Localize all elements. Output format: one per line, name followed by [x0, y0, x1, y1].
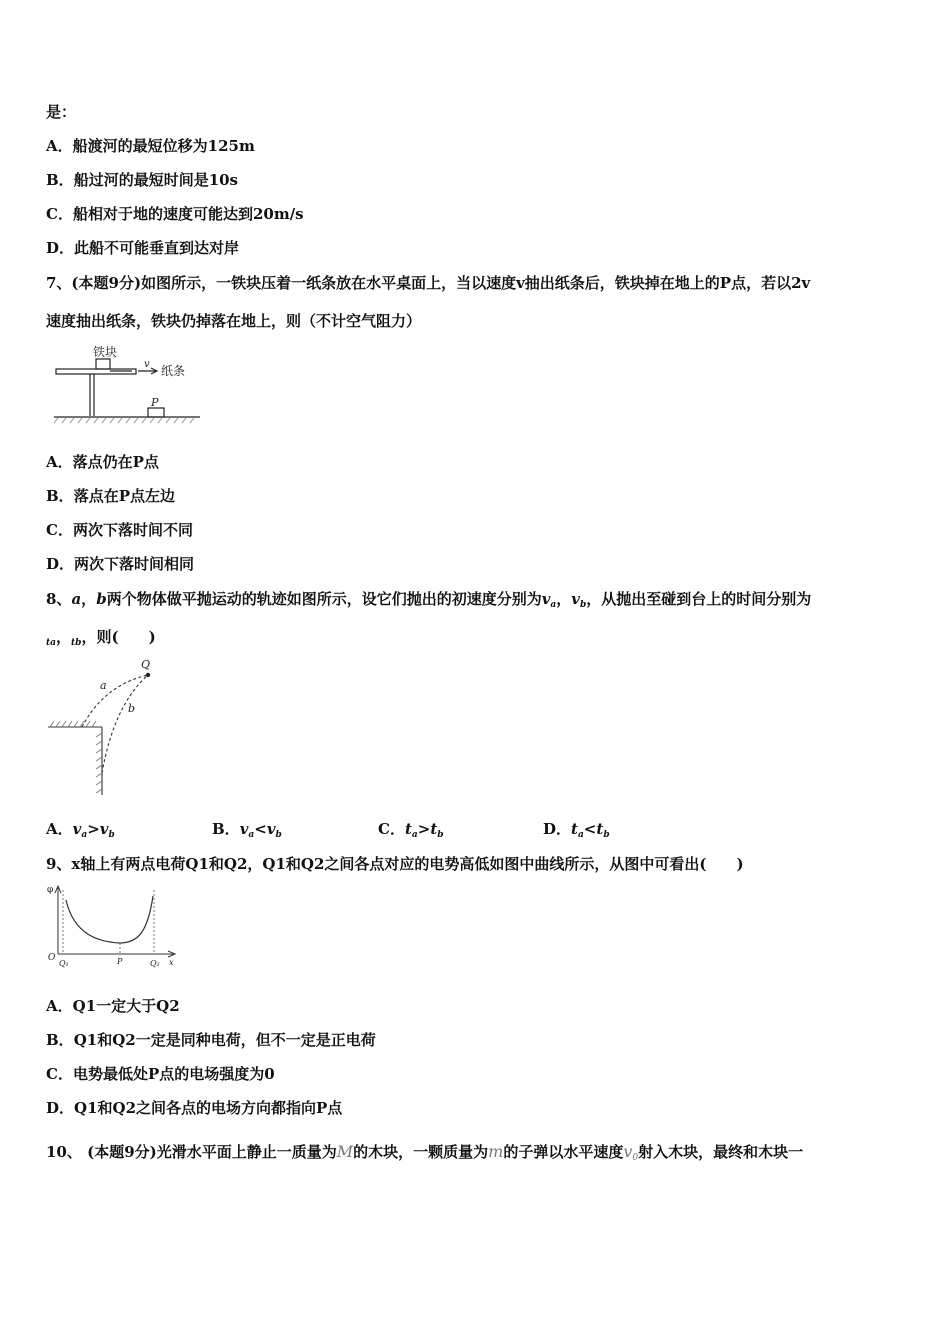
mass-M: M [336, 1142, 354, 1161]
q9-option-d: D．Q1和Q2之间各点的电场方向都指向P点 [46, 1099, 343, 1117]
option-letter: A． [46, 453, 73, 471]
q6-option-a [46, 135, 255, 156]
q7-option-d [46, 553, 194, 574]
q8-option-d: D．$t_a<t_b$ [543, 820, 610, 840]
q8-option-b: B．$v_a<v_b$ [212, 820, 282, 840]
phi-label: φ [47, 885, 54, 895]
option-letter: A． [46, 137, 73, 155]
q7-option-c [46, 519, 193, 540]
option-text: 落点在P点左边 [73, 487, 175, 505]
q6-option-d [46, 237, 239, 258]
option-text: 此船不可能垂直到达对岸 [74, 239, 240, 257]
q8-option-a: A．$v_a>v_b$ [46, 820, 115, 840]
trajectory-a [82, 675, 148, 727]
q7-stem-line1: 7、(本题9分)如图所示，一铁块压着一纸条放在水平桌面上，当以速度v抽出纸条后，铁块掉在地上的P点，若以2v [46, 274, 811, 292]
point-p-marker [148, 408, 164, 417]
q8-figure [44, 655, 174, 800]
option-text: 两次下落时间不同 [72, 521, 193, 539]
point-q [146, 673, 150, 677]
q9-stem: 9、x轴上有两点电荷Q1和Q2，Q1和Q2之间各点对应的电势高低如图中曲线所示，从图中可看出( ) [46, 855, 744, 873]
q6-tail: 是： [46, 103, 77, 121]
q6-option-b [46, 169, 238, 190]
velocity-v0: $v_0$ [623, 1142, 639, 1163]
a-label: a [100, 679, 107, 692]
q2-label: Q₂ [150, 959, 160, 968]
p-label: P [151, 396, 159, 409]
b-label: b [128, 702, 136, 715]
mass-m: m [488, 1142, 504, 1161]
q7-option-b [46, 485, 175, 506]
option-letter: D． [46, 239, 75, 257]
q6-option-c [46, 203, 304, 224]
option-text: 两次下落时间相同 [74, 555, 195, 573]
option-letter: C． [46, 205, 73, 223]
q8-stem-line2: $_{ta}$，$_{tb}$，则( ) [46, 628, 156, 648]
origin-label: O [48, 953, 56, 963]
q9-figure [44, 880, 184, 970]
v-label: v [144, 359, 150, 370]
x-label: x [169, 958, 174, 967]
option-text: 船渡河的最短位移为125m [72, 137, 255, 155]
strip-label: 纸条 [161, 364, 186, 378]
option-letter: C． [46, 521, 73, 539]
iron-block [96, 359, 110, 369]
potential-curve [66, 896, 153, 943]
q1-label: Q₁ [59, 959, 69, 968]
q7-option-a [46, 451, 159, 472]
q9-option-c: C．电势最低处P点的电场强度为0 [46, 1065, 275, 1083]
q-label: Q [141, 658, 151, 671]
q7-stem-line2: 速度抽出纸条，铁块仍掉落在地上，则（不计空气阻力） [46, 312, 422, 330]
q8-stem-line1: 8、a，b两个物体做平抛运动的轨迹如图所示，设它们抛出的初速度分别为$v_a$，$v_b$，从抛出至碰到台上的时间分别为 [46, 590, 812, 610]
q9-option-a: A．Q1一定大于Q2 [46, 997, 180, 1015]
option-text: 船相对于地的速度可能达到20m/s [72, 205, 304, 223]
q8-option-c: C．$t_a>t_b$ [378, 820, 444, 840]
option-text: 船过河的最短时间是10s [73, 171, 239, 189]
option-text: 落点仍在P点 [72, 453, 159, 471]
p-label: P [117, 957, 123, 966]
trajectory-b [102, 675, 148, 773]
q10-stem: 10、 (本题9分)光滑水平面上静止一质量为M的木块，一颗质量为m的子弹以水平速度$v_0$射入木块，最终和木块一 [46, 1142, 804, 1163]
option-letter: B． [46, 171, 74, 189]
option-letter: D． [46, 555, 75, 573]
option-letter: B． [46, 487, 74, 505]
block-label: 铁块 [93, 345, 118, 359]
q7-figure [50, 340, 210, 425]
q9-option-b: B．Q1和Q2一定是同种电荷，但不一定是正电荷 [46, 1031, 376, 1049]
